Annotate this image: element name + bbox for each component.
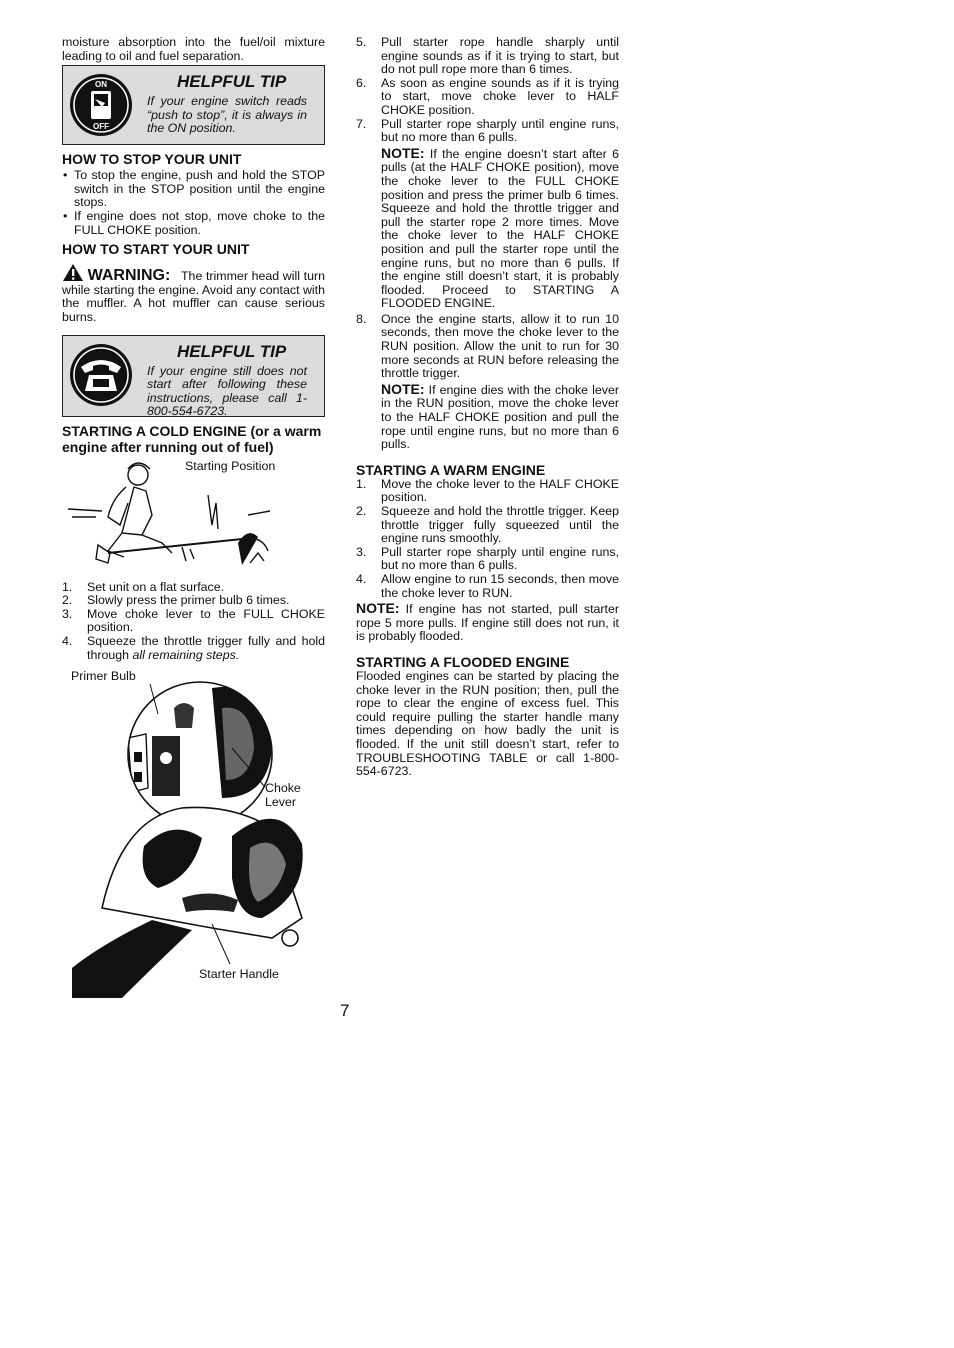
flooded-engine-text: Flooded engines can be started by placing the choke lever in the RUN position; then, pull the rope to clear the engine of excess fuel. This could require pulling the starter handle many times depending on how badly the unit is flooded. If the unit still doesn’t start, refer to TROUBLESHOOTING TABLE or call 1-800-554-6723. — [356, 668, 619, 779]
note-run-position: NOTE: If engine dies with the choke lever in the RUN position, move the choke lever to the HALF CHOKE position and pull the rope until engine runs, but no more than 6 pulls. — [381, 380, 619, 452]
stop-list — [62, 169, 325, 237]
right-column — [356, 36, 619, 779]
list-item: 6. As soon as engine sounds as if it is trying to start, move choke lever to HALF CHOKE position. — [356, 75, 619, 117]
list-item: 7. Pull starter rope sharply until engine runs, but no more than 6 pulls. — [356, 116, 619, 145]
warm-engine-steps — [356, 478, 619, 600]
warning-text: The trimmer head will turn while starting the engine. Avoid any contact with the muffler. A hot muffler can cause serious burns. — [62, 269, 325, 324]
flooded-engine-heading: STARTING A FLOODED ENGINE — [356, 653, 570, 670]
left-column — [62, 36, 325, 998]
list-item: • If engine does not stop, move choke to the FULL CHOKE position. — [62, 210, 325, 237]
switch-on-label: ON — [95, 80, 107, 90]
starting-position-label: Starting Position — [185, 458, 276, 473]
engine-controls-illustration — [62, 668, 325, 998]
list-item: 2. Slowly press the primer bulb 6 times. — [62, 593, 290, 608]
helpful-tip-title: HELPFUL TIP — [177, 341, 287, 361]
list-item: 2. Squeeze and hold the throttle trigger. Keep throttle trigger fully squeezed until the engine runs smoothly. — [356, 504, 619, 546]
intro-text: moisture absorption into the fuel/oil mixture leading to oil and fuel separation. — [62, 35, 325, 63]
list-item: 3. Pull starter rope sharply until engine runs, but no more than 6 pulls. — [356, 544, 619, 573]
list-item: 4. Squeeze the throttle trigger fully and hold through all remaining steps. — [62, 633, 325, 662]
stop-heading: HOW TO STOP YOUR UNIT — [62, 151, 242, 168]
switch-off-label: OFF — [93, 122, 109, 132]
starting-position-illustration — [62, 455, 325, 579]
telephone-icon — [69, 343, 133, 407]
switch-icon — [69, 73, 133, 137]
starter-handle-label: Starter Handle — [199, 967, 279, 982]
list-item: • To stop the engine, push and hold the STOP switch in the STOP position until the engine stops. — [62, 169, 325, 210]
helpful-tip-box-1 — [62, 65, 325, 145]
helpful-tip-text: If your engine still does not start after following these instructions, please call 1-800-554-6723. — [147, 363, 307, 419]
helpful-tip-box-2 — [62, 335, 325, 417]
engine-controls-figure — [62, 668, 325, 998]
step-8 — [356, 313, 619, 381]
note-full-choke: NOTE: If the engine doesn’t start after 6 pulls (at the HALF CHOKE position), move the choke lever to the FULL CHOKE position and press the primer bulb 6 times. Squeeze and hold the throttle trigger and pull the starter rope 2 more times. Move the choke lever to the HALF CHOKE position and pull the starter rope until the engine runs, but no more than 6 pulls. If the engine still doesn’t start, it is probably flooded. Proceed to STARTING A FLOODED ENGINE. — [381, 144, 619, 311]
choke-lever-label-2: Lever — [265, 795, 296, 810]
list-item: 3. Move choke lever to the FULL CHOKE position. — [62, 606, 325, 635]
list-item: 8. Once the engine starts, allow it to run 10 seconds, then move the choke lever to the RUN position. Allow the unit to run for 30 more seconds at RUN before releasing the throttle trigger. — [356, 311, 619, 381]
warm-engine-heading: STARTING A WARM ENGINE — [356, 461, 546, 478]
list-item: 4. Allow engine to run 15 seconds, then move the choke lever to RUN. — [356, 571, 619, 600]
cold-engine-heading: STARTING A COLD ENGINE (or a warm engine after running out of fuel) — [62, 422, 322, 455]
cold-engine-steps-continued — [356, 36, 619, 145]
choke-lever-label-1: Choke — [265, 781, 301, 796]
warning-icon — [62, 263, 84, 282]
start-heading: HOW TO START YOUR UNIT — [62, 241, 250, 258]
page-number: 7 — [340, 1001, 350, 1020]
helpful-tip-text: If your engine switch reads “push to stop”, it is always in the ON position. — [147, 94, 307, 136]
list-item: 1. Set unit on a flat surface. — [62, 579, 225, 594]
cold-engine-steps — [62, 581, 325, 663]
warning-paragraph — [62, 263, 325, 324]
starting-position-figure — [62, 455, 325, 579]
list-item: 1. Move the choke lever to the HALF CHOKE position. — [356, 476, 619, 505]
helpful-tip-title: HELPFUL TIP — [177, 72, 287, 92]
note-warm-engine: NOTE: If engine has not started, pull starter rope 5 more pulls. If engine still does not run, it is probably flooded. — [356, 600, 619, 644]
primer-bulb-label: Primer Bulb — [71, 669, 136, 684]
list-item: 5. Pull starter rope handle sharply until engine sounds as if it is trying to start, but do not pull rope more than 6 times. — [356, 35, 619, 77]
warning-label: WARNING: — [87, 267, 171, 285]
